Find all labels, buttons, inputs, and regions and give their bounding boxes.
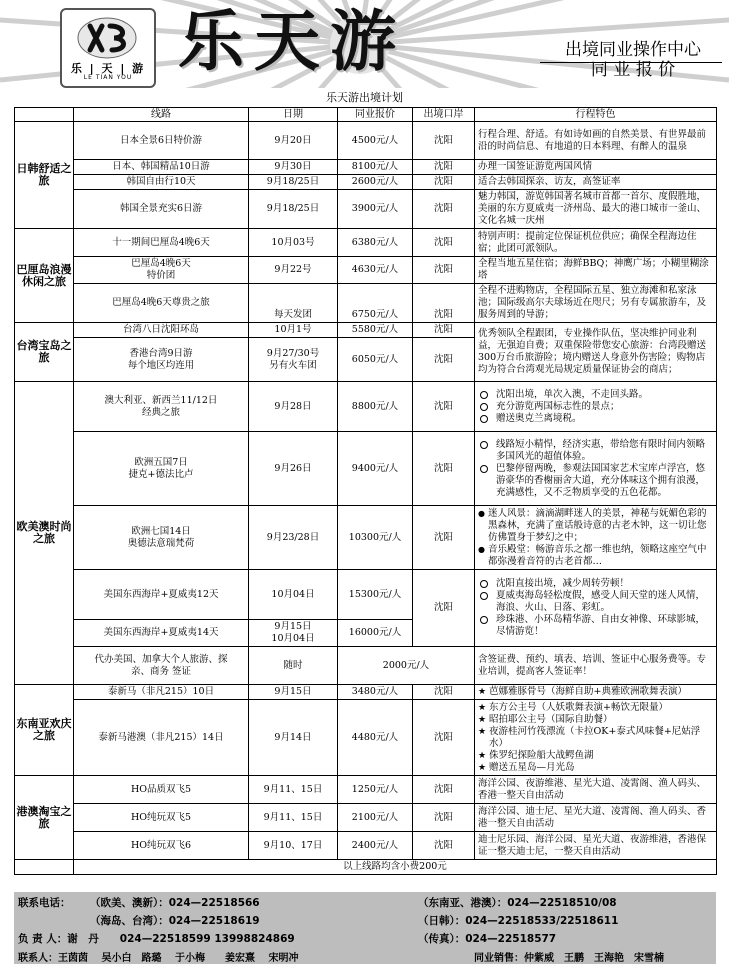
table-row: 日韩舒适之旅 日本全景6日特价游 9月20日 4500元/人 沈阳 行程合理、舒适。有如诗如画的自然美景、有世界最前沿的时尚信息、有地道的日本料理、有醉人的温泉 (15, 122, 717, 160)
subtitle-line2: 同 业 报 价 (590, 60, 676, 80)
table-row: HO纯玩双飞6 9月10、17日 2400元/人 沈阳 迪士尼乐园、海洋公园、星光大道、夜游维港，香港保证一整天迪士尼，一整天自由活动 (15, 832, 717, 860)
feature-list: 沈阳出境，单次入澳，不走回头路。 充分游览两国标志性的景点； 赠送奥克兰离境税。 (478, 389, 713, 425)
table-row: 东南亚欢庆之旅 泰新马（非凡215）10日 9月15日 3480元/人 沈阳 ★ 芭娜雅豚骨号（海鲜自助+典雅欧洲歌舞表演） (15, 685, 717, 700)
plan-title: 乐天游出境计划 (326, 91, 403, 104)
header-banner (0, 0, 729, 88)
phone-eu: （欧美、澳新）：024—22518566 (90, 897, 260, 909)
table-row: 巴厘岛4晚6天 特价团 9月22号 4630元/人 沈阳 全程当地五星住宿；海鲜BBQ；神鹰广场；小糊里糊涂塔 (15, 257, 717, 284)
table-note: 以上线路均含小费200元 (74, 860, 717, 875)
brand-title: 乐天游 (178, 3, 406, 80)
table-row: 台湾宝岛之旅 台湾八日沈阳环岛 10月1号 5580元/人 沈阳 优秀领队全程跟团，专业操作队伍，坚决维护同业利益，无强迫自费；双重保险带您安心旅游：台湾段赠送300万台币旅游险；境内赠送人身意外伤害险；购物店均为符合台湾观光局规定质量保证协会的商店； (15, 323, 717, 338)
category-tw: 台湾宝岛之旅 (15, 323, 74, 382)
feature-list: ● 迷人风景：滴滴湖畔迷人的美景，神秘与妩媚色彩的黑森林，充满了童话般诗意的古老木钟，这一切让您仿佛置身于梦幻之中； ● 音乐殿堂：畅游音乐之都一维也纳，领略这座空气中都弥漫着音符的古老首都… (478, 508, 713, 568)
table-header-row (15, 108, 717, 122)
table-row: HO纯玩双飞5 9月11、15日 2100元/人 沈阳 海洋公园、迪士尼、星光大道、凌霄阁、渔人码头、香港一整天自由活动 (15, 804, 717, 832)
table-row: 巴厘岛4晚6天尊贵之旅 每天发团 6750元/人 沈阳 全程不进购物店，全程国际五星、独立海滩和私家泳池；国际级高尔夫球场近在咫尺；另有专属旅游车，及服务周到的导游； (15, 284, 717, 323)
table-note-row (15, 860, 717, 875)
col-features: 行程特色 (475, 108, 717, 122)
subtitle-line1: 出境同业操作中心 (565, 40, 701, 60)
table-row: 日本、韩国精品10日游 9月30日 8100元/人 沈阳 办理一国签证游览两国风情 (15, 160, 717, 175)
logo-icon (76, 16, 138, 60)
category-eu: 欧美澳时尚之旅 (15, 382, 74, 685)
feature-list: 线路短小精悍，经济实惠，带给您有限时间内领略多国风光的超值体验。 巴黎停留两晚，参观法国国家艺术宝库卢浮宫，悠游豪华的香榭丽舍大道，充分体味这个拥有浪漫，充满感性，又不乏物质享受的五色花都。 (478, 439, 713, 499)
table-row: 韩国全景充实6日游 9月18/25日 3900元/人 沈阳 魅力韩国，游览韩国著名城市首都一首尔、度假胜地，美丽的东方夏威夷一济州岛、最大的港口城市一釜山、文化名城一庆州 (15, 190, 717, 229)
table-row: 欧洲七国14日 奥德法意瑞梵荷 9月23/28日 10300元/人 沈阳 ● 迷人风景：滴滴湖畔迷人的美景，神秘与妩媚色彩的黑森林，充满了童话般诗意的古老木钟，这一切让您仿佛置身于梦幻之中； ● 音乐殿堂：畅游音乐之都一维也纳，领略这座空气中都弥漫着音符的古老首都… (15, 506, 717, 570)
fax: （传真）：024—22518577 (418, 933, 557, 945)
logo (60, 8, 156, 88)
col-route: 线路 (74, 108, 249, 122)
table-row: 欧洲五国7日 捷克+德法比卢 9月26日 9400元/人 沈阳 线路短小精悍，经济实惠，带给您有限时间内领略多国风光的超值体验。 巴黎停留两晚，参观法国国家艺术宝库卢浮宫，悠游豪华的香榭丽舍大道，充分体味这个拥有浪漫，充满感性，又不乏物质享受的五色花都。 (15, 432, 717, 506)
feature-list: ★ 芭娜雅豚骨号（海鲜自助+典雅欧洲歌舞表演） (478, 686, 713, 698)
phone-sea: （东南亚、港澳）：024—22518510/08 (418, 897, 617, 909)
contacts: 联系人：王茵茵 吴小白 路璐 于小梅 姜宏熹 宋明冲 (18, 953, 299, 964)
table-row: 巴厘岛浪漫休闲之旅 十一期间巴厘岛4晚6天 10月03号 6380元/人 沈阳 特别声明：提前定位保证机位供应；确保全程海边住宿；此团可派领队。 (15, 229, 717, 257)
header-subtitle (548, 40, 718, 80)
category-hk: 港澳淘宝之旅 (15, 776, 74, 860)
category-bali: 巴厘岛浪漫休闲之旅 (15, 229, 74, 323)
corner-cell (15, 108, 74, 122)
table-row: 港澳淘宝之旅 HO品质双飞5 9月11、15日 1250元/人 沈阳 海洋公园、夜游维港、星光大道、凌霄阁、渔人码头、香港一整天自由活动 (15, 776, 717, 804)
manager: 负 责 人：谢 丹 024—22518599 13998824869 (18, 933, 295, 945)
phone-tw: （海岛、台湾）：024—22518619 (90, 915, 260, 927)
phone-jk: （日韩）：024—22518533/22518611 (418, 915, 619, 927)
feature-list: ★ 东方公主号（人妖歌舞表演+畅饮无限量） ★ 昭拍耶公主号（国际自助餐） ★ 夜游桂河竹筏漂流（卡拉OK+泰式风味餐+尼姑浮水） ★ 侏罗纪探险船大战鳄鱼湖 ★ 赠送五星岛—月光岛 (478, 702, 713, 774)
col-price: 同业报价 (338, 108, 413, 122)
logo-text: 乐 | 天 | 游 (70, 62, 146, 75)
divider (540, 62, 722, 63)
feature-list: 沈阳直接出境，减少周转劳顿！ 夏威夷海岛轻松度假，感受人间天堂的迷人风情，海浪、火山、日落、彩虹。 珍珠港、小环岛精华游、自由女神像、环球影城，尽情游览！ (478, 578, 713, 638)
table-row: 香港台湾9日游 每个地区均连用 9月27/30号 另有火车团 6050元/人 沈阳 (15, 338, 717, 382)
table-row: 美国东西海岸+夏威夷12天 10月04日 15300元/人 沈阳 沈阳直接出境，减少周转劳顿！ 夏威夷海岛轻松度假，感受人间天堂的迷人风情，海浪、火山、日落、彩虹。 珍珠港、小环岛精华游、自由女神像、环球影城，尽情游览！ (15, 570, 717, 620)
contact-footer (14, 892, 716, 964)
table-row: 韩国自由行10天 9月18/25日 2600元/人 沈阳 适合去韩国探亲、访友，高签证率 (15, 175, 717, 190)
price-table (14, 107, 717, 875)
table-row: 欧美澳时尚之旅 澳大利亚、新西兰11/12日 经典之旅 9月28日 8800元/人 沈阳 沈阳出境，单次入澳，不走回头路。 充分游览两国标志性的景点； 赠送奥克兰离境税。 (15, 382, 717, 432)
col-date: 日期 (249, 108, 338, 122)
table-row: 代办美国、加拿大个人旅游、探 亲、商务 签证 随时 2000元/人 含签证费、预约、填表、培训、签证中心服务费等。专业培训，提高客人签证率！ (15, 647, 717, 685)
sales: 同业销售：仲紫威 王鹏 王海艳 宋雪楠 (474, 953, 664, 964)
table-row: 泰新马港澳（非凡215）14日 9月14日 4480元/人 沈阳 ★ 东方公主号（人妖歌舞表演+畅饮无限量） ★ 昭拍耶公主号（国际自助餐） ★ 夜游桂河竹筏漂流（卡拉OK+泰式风味餐+尼姑浮水） ★ 侏罗纪探险船大战鳄鱼湖 ★ 赠送五星岛—月光岛 (15, 700, 717, 776)
logo-subtext: LE TIAN YOU (83, 74, 133, 81)
category-sea: 东南亚欢庆之旅 (15, 685, 74, 776)
table-row: 美国东西海岸+夏威夷14天 9月15日 10月04日 16000元/人 (15, 620, 717, 647)
phone-label: 联系电话： (18, 897, 71, 909)
col-port: 出境口岸 (413, 108, 475, 122)
category-jk: 日韩舒适之旅 (15, 122, 74, 229)
